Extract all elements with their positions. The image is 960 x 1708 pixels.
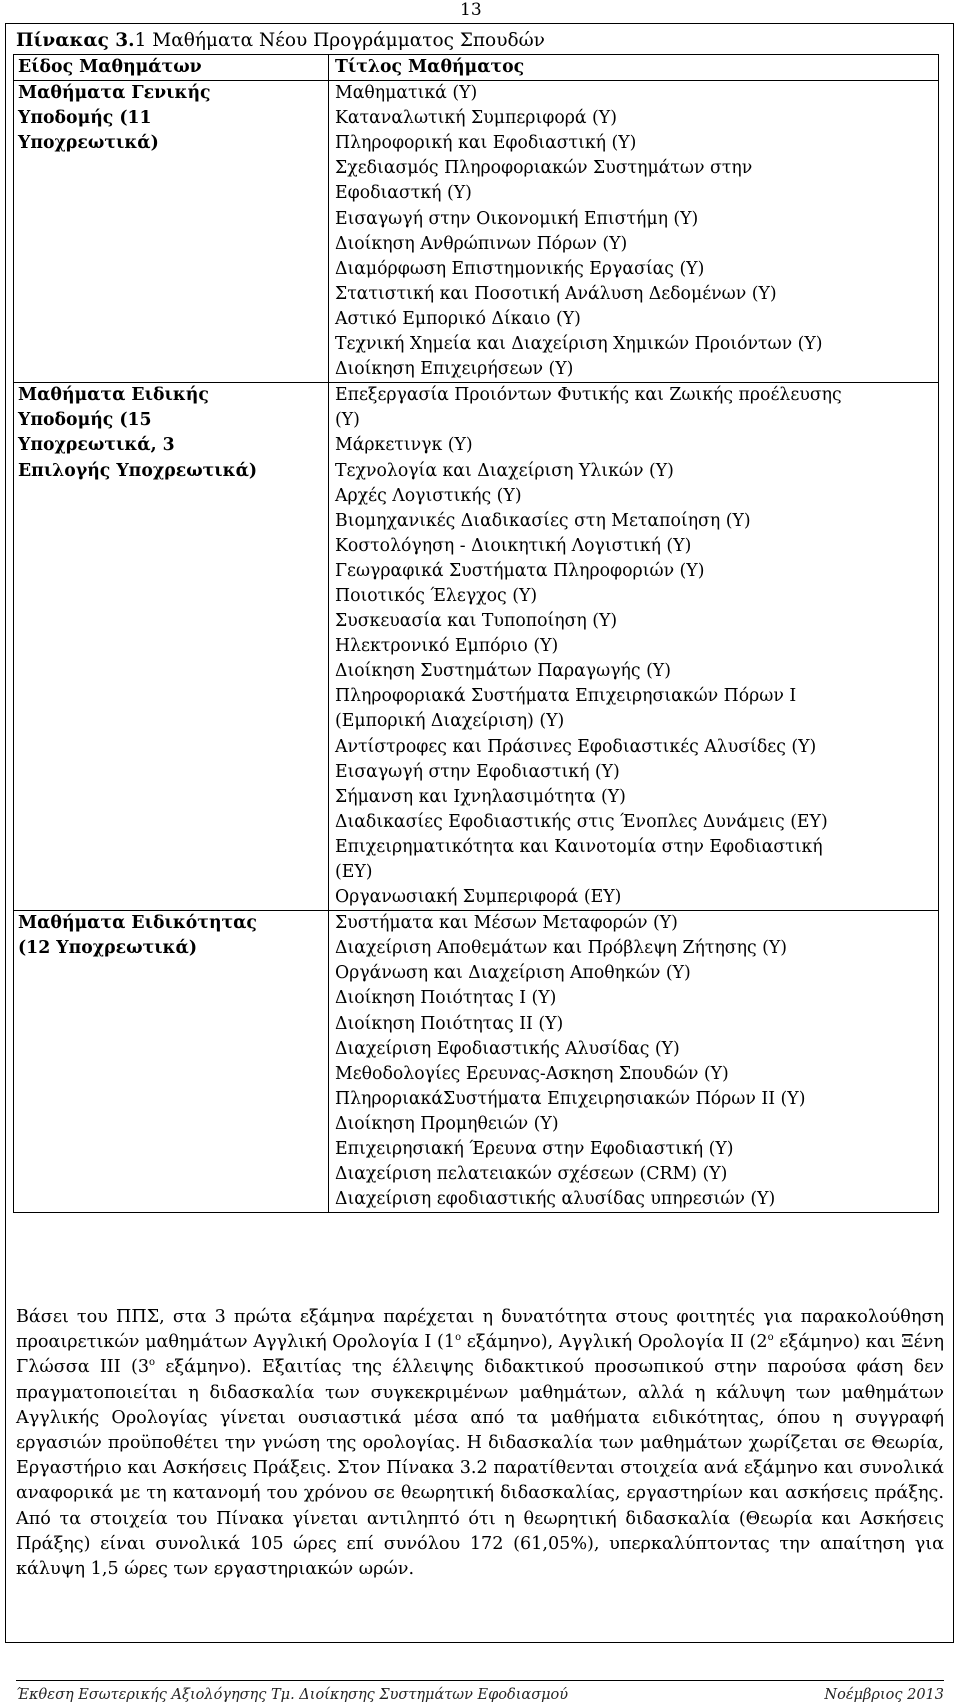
course-title: Οργάνωση και Διαχείριση Αποθηκών (Υ) [335,963,691,984]
table-row [14,81,939,383]
course-title: Ποιοτικός Έλεγχος (Υ) [335,585,538,606]
course-title: Διοίκηση Ποιότητας ΙΙ (Υ) [335,1013,564,1034]
course-title: Διοίκηση Επιχειρήσεων (Υ) [335,359,574,380]
course-title: Διαχείριση πελατειακών σχέσεων (CRM) (Υ) [335,1164,728,1185]
course-title: Συσκευασία και Τυποποίηση (Υ) [335,611,618,632]
course-title: Επιχειρηματικότητα και Καινοτομία στην Εφοδιαστική [335,836,823,857]
course-title: Στατιστική και Ποσοτική Ανάλυση Δεδομένων (Υ) [335,283,777,304]
course-title: Διαχείριση Αποθεμάτων και Πρόβλεψη Ζήτησης (Υ) [335,938,788,959]
table-row [14,911,939,1213]
courses-table [13,54,939,1213]
course-title: Επεξεργασία Προιόντων Φυτικής και Ζωικής προέλευσης [335,385,842,406]
footer-right: Νοέμβριος 2013 [824,1687,944,1703]
course-title: Διαδικασίες Εφοδιαστικής στις Ένοπλες Δυνάμεις (ΕΥ) [335,811,828,832]
course-title: Αρχές Λογιστικής (Υ) [335,485,522,506]
paragraph-part-3: εξάμηνο) και Ξένη Γλώσσα ΙΙΙ (3 [16,1332,944,1378]
course-title: Βιομηχανικές Διαδικασίες στη Μεταποίηση (Υ) [335,510,751,531]
course-title: Εφοδιαστκή (Υ) [335,183,472,204]
course-title: Σχεδιασμός Πληροφοριακών Συστημάτων στην [335,158,753,179]
course-title: Ηλεκτρονικό Εμπόριο (Υ) [335,636,559,657]
footer-rule [16,1680,944,1681]
course-title: Διοίκηση Προμηθειών (Υ) [335,1113,559,1134]
course-category-line: Υποχρεωτικά) [18,133,159,154]
course-title: Επιχειρησιακή Έρευνα στην Εφοδιαστική (Υ) [335,1139,734,1160]
course-title: Τεχνική Χημεία και Διαχείριση Χημικών Προιόντων (Υ) [335,334,823,355]
course-category-line: Υποδομής (15 [18,410,152,431]
table-row [14,383,939,911]
course-title: (Υ) [335,410,360,431]
footer-left: Έκθεση Εσωτερικής Αξιολόγησης Τμ. Διοίκησης Συστημάτων Εφοδιασμού [16,1687,569,1703]
course-title: Σήμανση και Ιχνηλασιμότητα (Υ) [335,786,626,807]
course-category-cell [14,81,329,383]
course-category-line: Υποχρεωτικά, 3 [18,435,175,456]
paragraph-part-4: εξάμηνο). Εξαιτίας της έλλειψης διδακτικού προσωπικού στην παρούσα φάση δεν πραγματοποιείται η διδασκαλία των συγκεκριμένων μαθημάτων, αλλά η κάλυψη των μαθημάτων Αγγλικής Ορολογίας γίνεται ουσιαστικά μέσα από τα μαθήματα ειδικότητας, όπου η συγγραφή εργασιών προϋποθέτει την γνώση της ορολογίας. Η διδασκαλία των μαθημάτων χωρίζεται σε Θεωρία, Εργαστήριο και Ασκήσεις Πράξεις. Στον Πίνακα 3.2 παρατίθενται στοιχεία ανά εξάμηνο και συνολικά αναφορικά με τη κατανομή του χρόνου σε θεωρητική διδασκαλίας, εργαστηρίων και ασκήσεις πράξης. Από τα στοιχεία του Πίνακα γίνεται αντιληπτό ότι η θεωρητική διδασκαλία (Θεωρία και Ασκήσεις Πράξης) είναι συνολικά 105 ώρες επί συνόλου 172 (61,05%), υπερκαλύπτοντας την απαίτηση για κάλυψη 1,5 ώρες των εργαστηριακών ωρών. [16,1357,944,1580]
course-title: Πληροφοριακά Συστήματα Επιχειρησιακών Πόρων Ι [335,686,797,707]
course-title: Κοστολόγηση - Διοικητική Λογιστική (Υ) [335,535,692,556]
paragraph-part-2: εξάμηνο), Αγγλική Ορολογία ΙΙ (2 [461,1332,768,1353]
course-title: Μεθοδολογίες Ερευνας-Ασκηση Σπουδών (Υ) [335,1063,729,1084]
course-title: Γεωγραφικά Συστήματα Πληροφοριών (Υ) [335,560,705,581]
course-titles-cell [329,911,939,1213]
body-paragraph [16,1305,944,1582]
course-title: Αστικό Εμπορικό Δίκαιο (Υ) [335,308,581,329]
course-category-cell [14,911,329,1213]
course-title: Διαχείριση εφοδιαστικής αλυσίδας υπηρεσιών (Υ) [335,1189,776,1210]
course-title: ΠληροριακάΣυστήματα Επιχειρησιακών Πόρων ΙΙ (Υ) [335,1088,806,1109]
course-title: Οργανωσιακή Συμπεριφορά (ΕΥ) [335,887,622,908]
course-category-line: (12 Υποχρεωτικά) [18,938,197,959]
course-title: (Εμπορική Διαχείριση) (Υ) [335,711,565,732]
course-title: Διοίκηση Συστημάτων Παραγωγής (Υ) [335,661,671,682]
superscript-3: ο [149,1357,156,1369]
paragraph-part-1: Βάσει του ΠΠΣ, στα 3 πρώτα εξάμηνα παρέχεται η δυνατότητα στους φοιτητές για παρακολούθηση προαιρετικών μαθημάτων Αγγλική Ορολογία Ι (1 [16,1307,944,1353]
course-title: Διαμόρφωση Επιστημονικής Εργασίας (Υ) [335,258,705,279]
course-title: Τεχνολογία και Διαχείριση Υλικών (Υ) [335,460,674,481]
table-header-row [14,55,939,81]
course-title: Εισαγωγή στην Οικονομική Επιστήμη (Υ) [335,208,699,229]
header-course-title: Τίτλος Μαθήματος [329,55,939,81]
caption-label: Πίνακας 3. [16,30,135,51]
course-title: Μαθηματικά (Υ) [335,83,478,104]
course-title: Αντίστροφες και Πράσινες Εφοδιαστικές Αλυσίδες (Υ) [335,736,817,757]
caption-text: 1 Μαθήματα Νέου Προγράμματος Σπουδών [134,30,545,51]
course-title: Πληροφορική και Εφοδιαστική (Υ) [335,133,637,154]
page-number: 13 [460,0,482,20]
course-category-cell [14,383,329,911]
course-title: Διοίκηση Ποιότητας Ι (Υ) [335,988,557,1009]
course-title: Καταναλωτική Συμπεριφορά (Υ) [335,108,617,129]
courses-table-body [14,55,939,1213]
course-category-line: Μαθήματα Ειδικότητας [18,913,257,934]
superscript-2: ο [767,1332,774,1344]
course-title: Συστήματα και Μέσων Μεταφορών (Υ) [335,913,678,934]
course-titles-cell [329,81,939,383]
header-course-type: Είδος Μαθημάτων [14,55,329,81]
course-title: Εισαγωγή στην Εφοδιαστική (Υ) [335,761,620,782]
superscript-1: ο [455,1332,462,1344]
course-title: Διοίκηση Ανθρώπινων Πόρων (Υ) [335,233,628,254]
course-category-line: Μαθήματα Γενικής [18,83,211,104]
course-titles-cell [329,383,939,911]
page-footer [16,1687,944,1703]
course-category-line: Μαθήματα Ειδικής [18,385,209,406]
course-category-line: Υποδομής (11 [18,108,152,129]
course-title: (ΕΥ) [335,862,373,882]
table-caption [16,28,545,53]
course-title: Μάρκετινγκ (Υ) [335,435,473,456]
course-category-line: Επιλογής Υποχρεωτικά) [18,460,258,481]
course-title: Διαχείριση Εφοδιαστικής Αλυσίδας (Υ) [335,1038,680,1059]
